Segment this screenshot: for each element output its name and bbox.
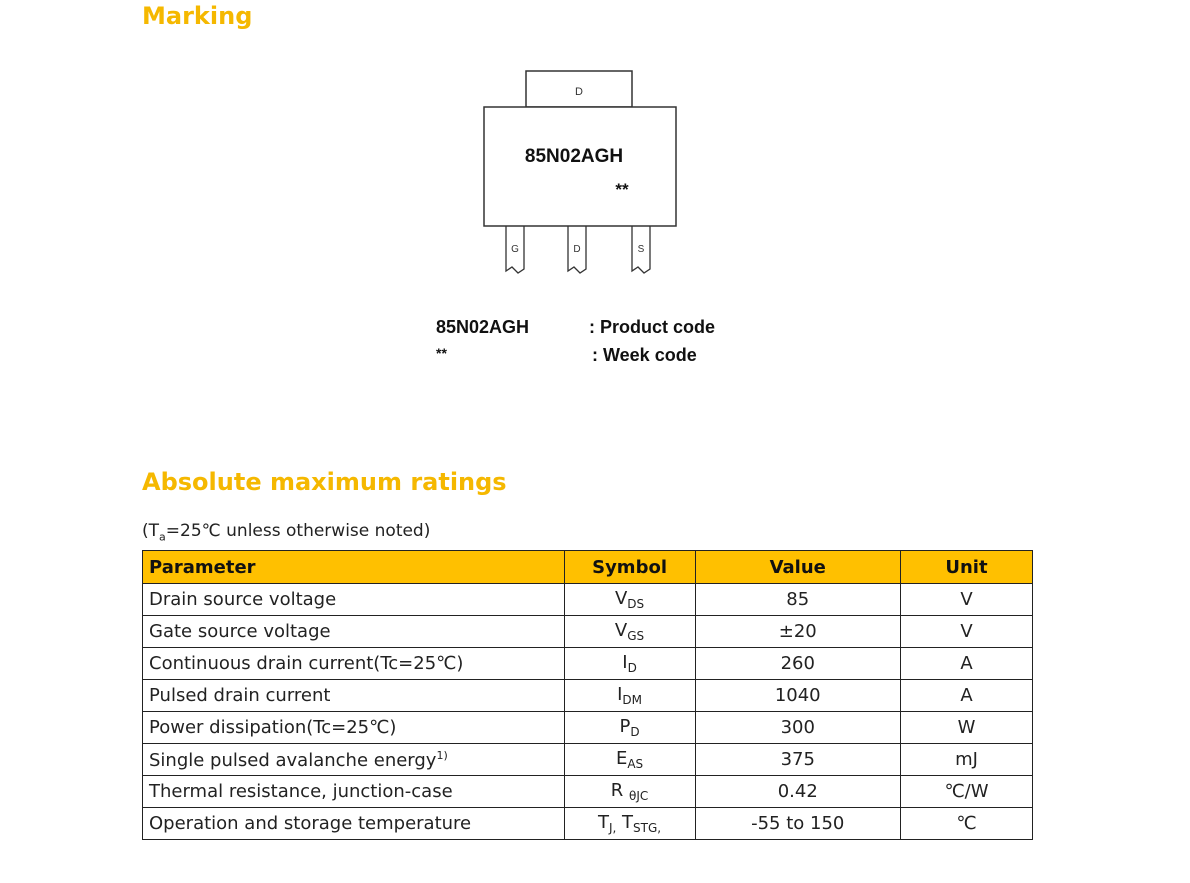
cell-value: 0.42 bbox=[695, 776, 900, 808]
table-row bbox=[143, 584, 1033, 616]
ratings-heading: Absolute maximum ratings bbox=[142, 468, 507, 496]
cell-unit: V bbox=[900, 616, 1032, 648]
parameter-text: Drain source voltage bbox=[149, 589, 337, 610]
symbol-sub: GS bbox=[627, 629, 645, 643]
symbol-sub: AS bbox=[627, 757, 644, 771]
cell-value: 260 bbox=[695, 648, 900, 680]
symbol-main: I bbox=[617, 684, 623, 705]
header-symbol: Symbol bbox=[564, 551, 695, 584]
symbol-sub: DS bbox=[627, 597, 645, 611]
cell-parameter bbox=[143, 680, 565, 712]
symbol-sub: DM bbox=[622, 693, 642, 707]
table-row bbox=[143, 680, 1033, 712]
cell-value: 1040 bbox=[695, 680, 900, 712]
parameter-text: Power dissipation(Tc=25℃) bbox=[149, 717, 397, 738]
cell-symbol bbox=[564, 776, 695, 808]
table-header-row bbox=[143, 551, 1033, 584]
symbol-main: R bbox=[610, 780, 630, 801]
symbol-sub: D bbox=[630, 725, 640, 739]
parameter-text: Continuous drain current(Tc=25℃) bbox=[149, 653, 464, 674]
parameter-text: Thermal resistance, junction-case bbox=[149, 781, 453, 802]
cell-symbol bbox=[564, 808, 695, 840]
cell-unit: mJ bbox=[900, 744, 1032, 776]
parameter-text: Pulsed drain current bbox=[149, 685, 331, 706]
cell-value: 375 bbox=[695, 744, 900, 776]
symbol-sub: STG, bbox=[633, 821, 662, 835]
cell-parameter bbox=[143, 808, 565, 840]
cell-symbol bbox=[564, 680, 695, 712]
parameter-text: Operation and storage temperature bbox=[149, 813, 472, 834]
legend-desc: : Week code bbox=[592, 345, 697, 365]
symbol-main: T bbox=[597, 812, 609, 833]
legend-code: ** bbox=[436, 345, 447, 361]
cell-symbol bbox=[564, 712, 695, 744]
cell-value: 85 bbox=[695, 584, 900, 616]
marking-heading: Marking bbox=[142, 2, 253, 30]
table-row bbox=[143, 616, 1033, 648]
pin-g-label: G bbox=[511, 244, 519, 255]
legend-desc: : Product code bbox=[589, 317, 716, 337]
legend-code: 85N02AGH bbox=[436, 317, 530, 337]
header-parameter: Parameter bbox=[143, 551, 565, 584]
cell-unit: ℃/W bbox=[900, 776, 1032, 808]
symbol-sub: J, bbox=[608, 821, 617, 835]
cell-symbol bbox=[564, 744, 695, 776]
table-row bbox=[143, 744, 1033, 776]
cell-symbol bbox=[564, 648, 695, 680]
cell-value: -55 to 150 bbox=[695, 808, 900, 840]
ratings-table bbox=[142, 550, 1033, 840]
cell-unit: V bbox=[900, 584, 1032, 616]
table-row bbox=[143, 808, 1033, 840]
header-value: Value bbox=[695, 551, 900, 584]
cell-parameter bbox=[143, 648, 565, 680]
table-row bbox=[143, 776, 1033, 808]
symbol-sub: D bbox=[627, 661, 637, 675]
header-unit: Unit bbox=[900, 551, 1032, 584]
cell-symbol bbox=[564, 584, 695, 616]
symbol-main: V bbox=[614, 620, 628, 641]
cell-parameter bbox=[143, 712, 565, 744]
cell-value: 300 bbox=[695, 712, 900, 744]
table-row bbox=[143, 712, 1033, 744]
ratings-note: ($T_a=25℃$ unless otherwise noted) bbox=[142, 521, 431, 544]
cell-parameter bbox=[143, 744, 565, 776]
cell-unit: W bbox=[900, 712, 1032, 744]
cell-unit: A bbox=[900, 680, 1032, 712]
package-product-code: 85N02AGH bbox=[524, 146, 624, 167]
cell-symbol bbox=[564, 616, 695, 648]
cell-parameter bbox=[143, 616, 565, 648]
parameter-text: Gate source voltage bbox=[149, 621, 331, 642]
symbol-main: T bbox=[616, 812, 634, 833]
pin-d-label: D bbox=[573, 244, 581, 255]
package-tab-label: D bbox=[575, 86, 583, 98]
table-row bbox=[143, 648, 1033, 680]
parameter-text: Single pulsed avalanche energy bbox=[149, 749, 437, 771]
parameter-footnote: 1) bbox=[436, 748, 448, 762]
cell-unit: A bbox=[900, 648, 1032, 680]
symbol-sub: θJC bbox=[629, 789, 649, 803]
symbol-main: V bbox=[614, 588, 628, 609]
symbol-main: I bbox=[622, 652, 628, 673]
package-diagram bbox=[470, 64, 700, 284]
pin-s-label: S bbox=[637, 244, 645, 255]
cell-parameter bbox=[143, 584, 565, 616]
cell-parameter bbox=[143, 776, 565, 808]
symbol-main: E bbox=[615, 748, 628, 769]
symbol-main: P bbox=[619, 716, 631, 737]
package-week-code: ** bbox=[615, 180, 629, 199]
cell-value: ±20 bbox=[695, 616, 900, 648]
cell-unit: ℃ bbox=[900, 808, 1032, 840]
